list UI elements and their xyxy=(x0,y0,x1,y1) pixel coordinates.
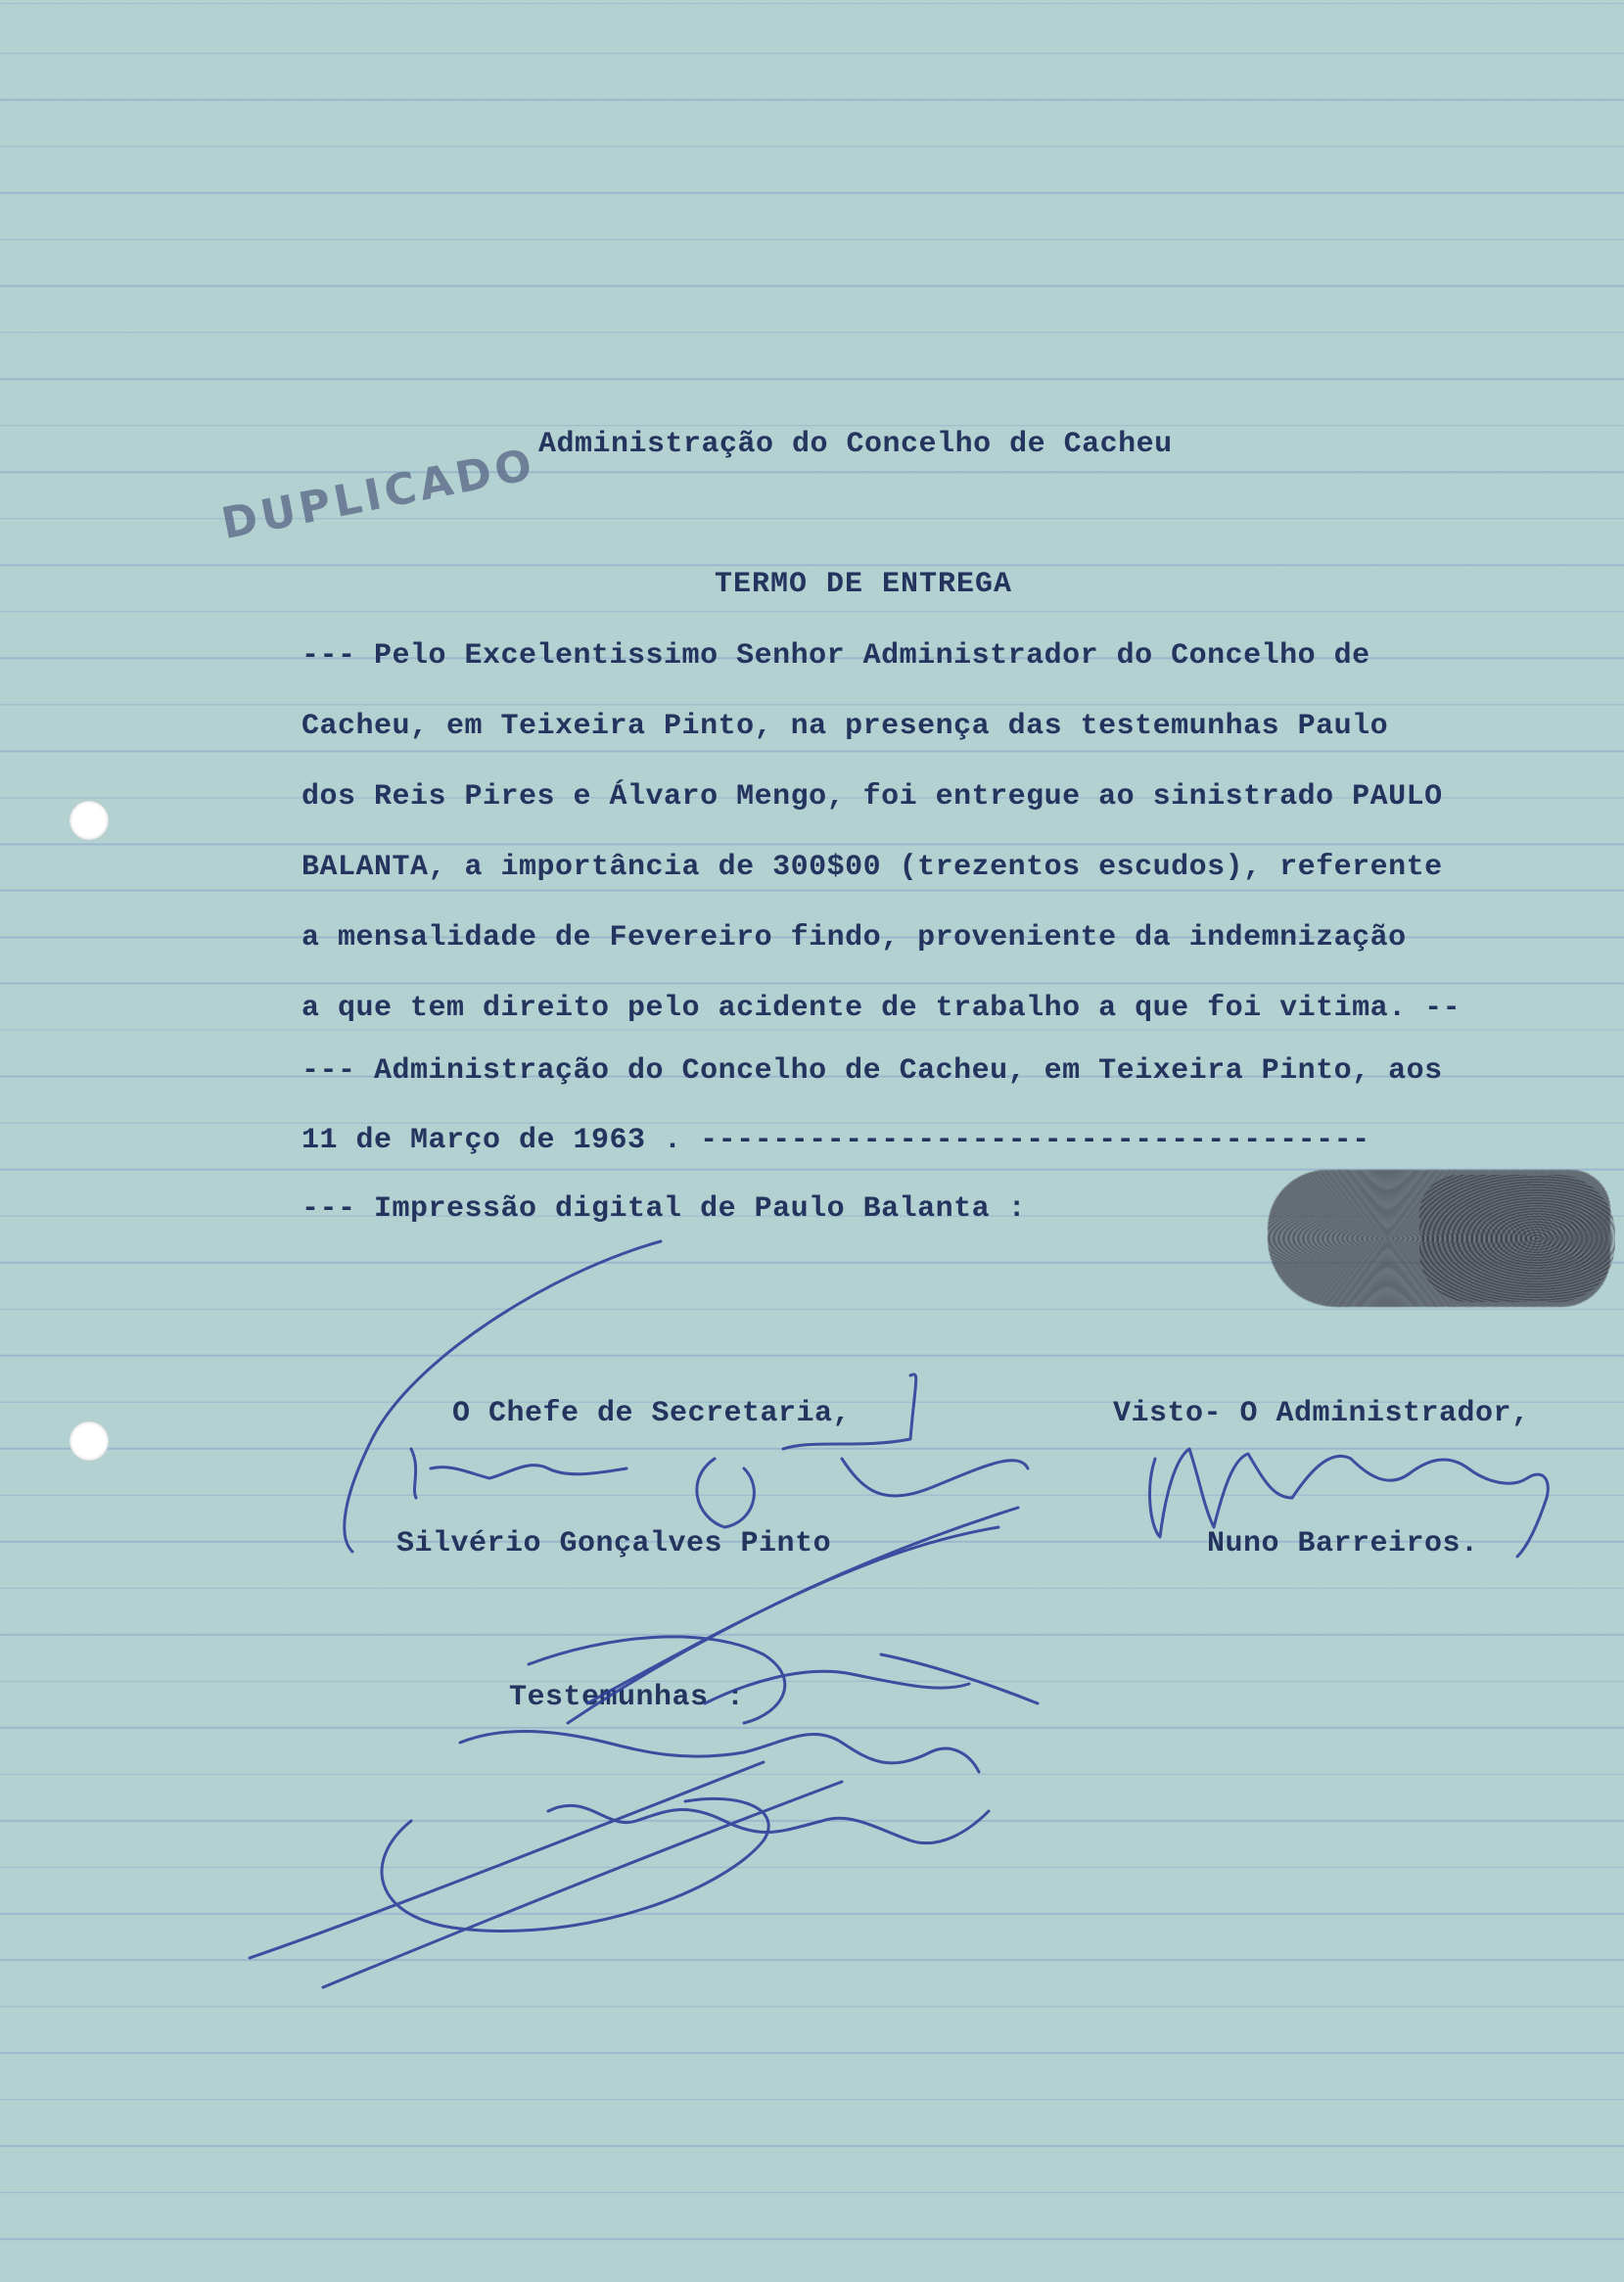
witness-signature-loop xyxy=(250,1762,842,1987)
duplicado-stamp: DUPLICADO xyxy=(217,439,540,549)
body-line: dos Reis Pires e Álvaro Mengo, foi entregue ao sinistrado PAULO xyxy=(302,780,1443,814)
body-line: --- Administração do Concelho de Cacheu, em Teixeira Pinto, aos xyxy=(302,1054,1443,1088)
body-line: a que tem direito pelo acidente de trabalho a que foi vitima. -- xyxy=(302,992,1462,1025)
body-line: 11 de Março de 1963 . ------------------------------------- xyxy=(302,1124,1370,1157)
document-title: TERMO DE ENTREGA xyxy=(715,568,1013,601)
chefe-signature-flourish xyxy=(697,1374,1028,1527)
chefe-signature xyxy=(411,1449,626,1498)
chefe-signature-loop xyxy=(345,1241,661,1552)
body-line: Cacheu, em Teixeira Pinto, na presença das testemunhas Paulo xyxy=(302,710,1389,743)
chefe-name: Silvério Gonçalves Pinto xyxy=(396,1527,832,1560)
witness-signature-tail xyxy=(705,1654,1038,1703)
chefe-title: O Chefe de Secretaria, xyxy=(452,1397,852,1430)
admin-signature xyxy=(1150,1449,1549,1557)
document-header: Administração do Concelho de Cacheu xyxy=(538,428,1173,461)
body-line: a mensalidade de Fevereiro findo, proveniente da indemnização xyxy=(302,921,1407,955)
body-line: --- Impressão digital de Paulo Balanta : xyxy=(302,1192,1027,1226)
witness-signature-1 xyxy=(460,1637,979,1772)
admin-title: Visto- O Administrador, xyxy=(1113,1397,1530,1430)
admin-name: Nuno Barreiros. xyxy=(1207,1527,1479,1560)
chefe-signature-strike xyxy=(568,1508,1018,1723)
body-line: BALANTA, a importância de 300$00 (trezentos escudos), referente xyxy=(302,851,1443,884)
witnesses-label: Testemunhas : xyxy=(509,1681,745,1714)
body-line: --- Pelo Excelentissimo Senhor Administrador do Concelho de xyxy=(302,639,1370,673)
